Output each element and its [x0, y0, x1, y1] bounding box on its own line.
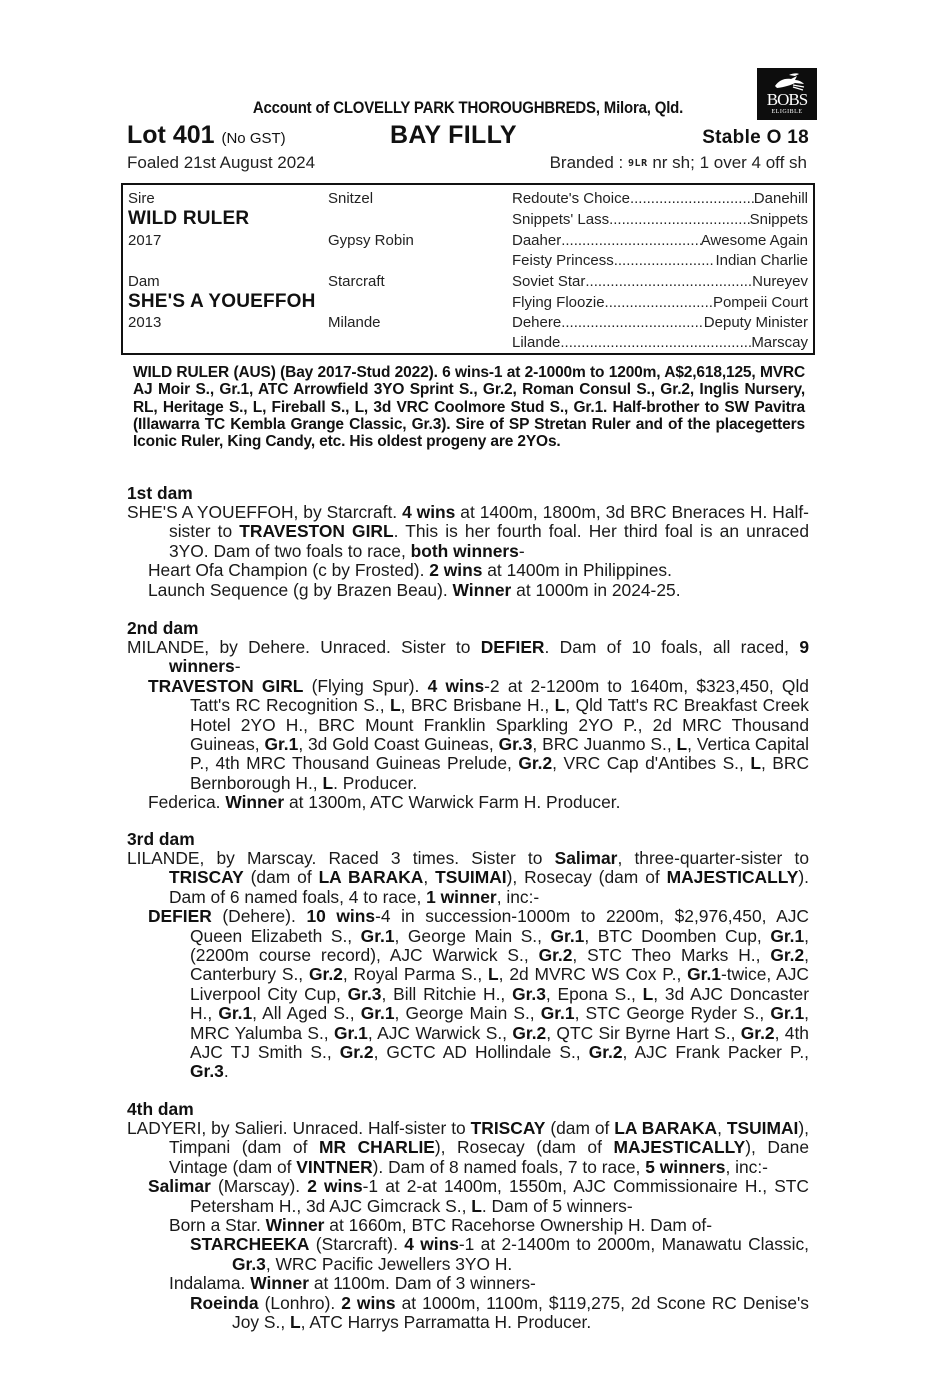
- progeny-item: Federica. Winner at 1300m, ATC Warwick Farm H. Producer.: [148, 792, 621, 813]
- branding-info: [550, 153, 807, 173]
- ancestor-sire: Deputy Minister: [703, 314, 808, 331]
- highlight-text: Gr.3: [190, 1061, 224, 1082]
- highlight-text: Gr.2: [512, 1022, 547, 1043]
- highlight-text: L: [322, 772, 334, 793]
- highlight-text: Gr.3: [498, 734, 533, 755]
- progeny-item: TRAVESTON GIRL (Flying Spur). 4 wins-2 at 2-1200m to 1640m, $323,450, Qld Tatt's RC Recognition S., L, BRC Brisbane H., L, Qld Tatt's RC Breakfast Creek Hotel 2YO H., BRC Mount Franklin Sparkling 2YO P., 2d MRC Thousand Guineas, Gr.1, 3d Gold Coast Guineas, Gr.3, BRC Juanmo S., L, Vertica Capital P., 4th MRC Thousand Guineas Prelude, Gr.2, VRC Cap d'Antibes S., L, BRC Bernborough H., L. Producer.: [148, 675, 810, 793]
- highlight-text: Gr.3: [347, 983, 382, 1004]
- highlight-text: 4 wins: [402, 502, 456, 522]
- highlight-text: Gr.1: [770, 925, 805, 946]
- highlight-text: 5 winners: [645, 1156, 726, 1177]
- progeny-item: Heart Ofa Champion (c by Frosted). 2 wins at 1400m in Philippines.: [148, 560, 672, 581]
- ancestor-row: [512, 211, 808, 228]
- ancestor-name: Flying Floozie: [512, 294, 605, 311]
- highlight-text: MR CHARLIE: [318, 1137, 435, 1158]
- dam-name: SHE'S A YOUEFFOH: [128, 291, 316, 312]
- highlight-text: DEFIER: [480, 637, 545, 657]
- highlight-text: MAJESTICALLY: [613, 1137, 746, 1158]
- ancestor-sire: Awesome Again: [700, 232, 808, 249]
- dam-sire: Starcraft: [328, 273, 385, 290]
- progeny-item: STARCHEEKA (Starcraft). 4 wins-1 at 2-1400m to 2000m, Manawatu Classic, Gr.3, WRC Pacific Jewellers 3YO H.: [190, 1234, 809, 1274]
- highlight-text: TSUIMAI: [435, 867, 507, 888]
- third-dam-section: [127, 830, 809, 1082]
- highlight-text: L: [290, 1312, 301, 1333]
- ancestor-sire: Indian Charlie: [715, 252, 808, 269]
- dam-dam: Milande: [328, 314, 381, 331]
- highlight-text: LA BARAKA: [318, 867, 424, 888]
- logo-title: BOBS: [766, 90, 808, 109]
- sire-label: Sire: [128, 190, 155, 207]
- highlight-text: Gr.1: [687, 964, 721, 985]
- ancestor-row: [512, 334, 808, 351]
- ancestor-sire: Snippets: [749, 211, 808, 228]
- highlight-text: TRAVESTON GIRL: [239, 521, 394, 542]
- highlight-text: Gr.1: [550, 925, 585, 946]
- highlight-text: Gr.2: [770, 945, 805, 966]
- highlight-text: 1 winner: [426, 886, 497, 907]
- sire-name: WILD RULER: [128, 208, 250, 229]
- highlight-text: 9 winners: [169, 637, 809, 677]
- sire-year: 2017: [128, 232, 162, 249]
- highlight-text: Gr.1: [218, 1003, 253, 1024]
- dam-paragraph: LILANDE, by Marscay. Raced 3 times. Sister to Salimar, three-quarter-sister to TRISCAY (dam of LA BARAKA, TSUIMAI), Rosecay (dam of MAJESTICALLY). Dam of 6 named foals, 4 to race, 1 winner, inc:-: [127, 848, 810, 907]
- highlight-text: Gr.2: [339, 1042, 374, 1063]
- gst-note: (No GST): [221, 130, 286, 147]
- ancestor-sire: Nureyev: [752, 273, 808, 290]
- sire-sire: Snitzel: [328, 190, 374, 207]
- highlight-text: Gr.3: [232, 1253, 266, 1274]
- brand-mark-icon: 9LR: [628, 158, 648, 169]
- highlight-text: 4 wins: [427, 675, 485, 696]
- fourth-dam-section: [127, 1100, 809, 1332]
- dam-paragraph: LADYERI, by Salieri. Unraced. Half-sister to TRISCAY (dam of LA BARAKA, TSUIMAI), Timpani (dam of MR CHARLIE), Rosecay (dam of MAJESTICALLY), Dane Vintage (dam of VINTNER). Dam of 8 named foals, 7 to race, 5 winners, inc:-: [127, 1118, 809, 1177]
- ancestor-row: [512, 273, 808, 290]
- highlight-text: TRAVESTON GIRL: [148, 675, 304, 696]
- highlight-text: both winners: [410, 540, 519, 561]
- highlight-text: Gr.2: [588, 1042, 623, 1063]
- highlight-text: Salimar: [148, 1176, 211, 1197]
- ancestor-name: Daaher: [512, 232, 562, 249]
- highlight-text: TSUIMAI: [726, 1118, 799, 1138]
- highlight-text: 2 wins: [307, 1176, 363, 1197]
- highlight-text: Winner: [452, 579, 512, 600]
- highlight-text: L: [554, 695, 566, 716]
- highlight-text: Gr.1: [770, 1003, 805, 1024]
- highlight-text: Gr.2: [740, 1022, 775, 1043]
- highlight-text: L: [471, 1195, 482, 1216]
- ancestor-name: Lilande: [512, 334, 561, 351]
- progeny-item: Salimar (Marscay). 2 wins-1 at 2-at 1400m, 1550m, AJC Commissionaire H., STC Petersham H., 3d AJC Gimcrack S., L. Dam of 5 winners-: [148, 1176, 809, 1216]
- horse-description: BAY FILLY: [390, 121, 517, 149]
- progeny-item: DEFIER (Dehere). 10 wins-4 in succession-1000m to 2200m, $2,976,450, AJC Queen Elizabeth S., Gr.1, George Main S., Gr.1, BTC Doomben Cup, Gr.1, (2200m course record), AJC Warwick S., Gr.2, STC Theo Marks H., Gr.2, Canterbury S., Gr.2, Royal Parma S., L, 2d MVRC WS Cox P., Gr.1-twice, AJC Liverpool City Cup, Gr.3, Bill Ritchie H., Gr.3, Epona S., L, 3d AJC Doncaster H., Gr.1, All Aged S., Gr.1, George Main S., Gr.1, STC George Ryder S., Gr.1, MRC Yalumba S., Gr.1, AJC Warwick S., Gr.2, QTC Sir Byrne Hart S., Gr.2, 4th AJC TJ Smith S., Gr.2, GCTC AD Hollindale S., Gr.2, AJC Frank Packer P., Gr.3.: [148, 906, 810, 1082]
- highlight-text: Gr.1: [540, 1003, 575, 1024]
- highlight-text: 4 wins: [404, 1234, 459, 1255]
- ancestor-name: Soviet Star: [512, 273, 586, 290]
- highlight-text: DEFIER: [148, 906, 212, 927]
- lot-label: Lot 401: [127, 121, 215, 149]
- first-dam-section: [127, 484, 809, 600]
- ancestor-row: [512, 252, 808, 269]
- highlight-text: Gr.1: [360, 1003, 395, 1024]
- highlight-text: Winner: [225, 792, 285, 813]
- progeny-item: Indalama. Winner at 1100m. Dam of 3 winners-: [169, 1273, 536, 1294]
- highlight-text: MAJESTICALLY: [666, 867, 799, 888]
- highlight-text: 2 wins: [341, 1292, 396, 1313]
- dam-label: Dam: [128, 273, 160, 290]
- ancestor-sire: Danehill: [753, 190, 808, 207]
- section-heading: 1st dam: [127, 483, 193, 503]
- ancestor-row: [512, 314, 808, 331]
- stable-location: Stable O 18: [702, 127, 809, 148]
- ancestor-sire: Pompeii Court: [712, 294, 808, 311]
- highlight-text: Gr.1: [334, 1022, 368, 1043]
- highlight-text: Gr.1: [360, 925, 395, 946]
- highlight-text: Gr.2: [538, 945, 573, 966]
- ancestor-row: [512, 294, 808, 311]
- highlight-text: Roeinda: [190, 1292, 259, 1313]
- lot-row: [127, 121, 809, 151]
- pedigree-table: [121, 183, 815, 355]
- bobs-eligible-logo: [757, 68, 817, 120]
- highlight-text: LA BARAKA: [614, 1118, 718, 1138]
- highlight-text: L: [750, 753, 761, 774]
- ancestor-row: [512, 190, 808, 207]
- horse-head-icon: [771, 72, 805, 92]
- highlight-text: L: [488, 964, 499, 985]
- ancestor-name: Snippets' Lass: [512, 211, 610, 228]
- highlight-text: Gr.2: [518, 753, 553, 774]
- highlight-text: 2 wins: [429, 560, 483, 581]
- highlight-text: Gr.2: [309, 964, 343, 985]
- highlight-text: 10 wins: [306, 906, 376, 927]
- highlight-text: Winner: [250, 1273, 309, 1294]
- dam-paragraph: SHE'S A YOUEFFOH, by Starcraft. 4 wins at 1400m, 1800m, 3d BRC Bneraces H. Half-sister to TRAVESTON GIRL. This is her fourth foal. Her third foal is an unraced 3YO. Dam of two foals to race, both winners-: [127, 502, 809, 561]
- section-heading: 3rd dam: [127, 829, 195, 849]
- highlight-text: Gr.3: [512, 983, 546, 1004]
- highlight-text: Salimar: [554, 848, 618, 868]
- highlight-text: L: [676, 734, 688, 755]
- lot-number: [127, 121, 286, 150]
- dam-year: 2013: [128, 314, 162, 331]
- highlight-text: TRISCAY: [470, 1118, 546, 1138]
- logo-subtitle: ELIGIBLE: [771, 109, 803, 115]
- section-heading: 4th dam: [127, 1099, 194, 1119]
- highlight-text: Gr.1: [264, 734, 299, 755]
- sire-summary: WILD RULER (AUS) (Bay 2017-Stud 2022). 6 wins-1 at 2-1000m to 1200m, A$2,618,125, MVRC AJ Moir S., Gr.1, ATC Arrowfield 3YO Sprint S., Gr.2, Roman Consul S., Gr.2, Inglis Nursery, RL, Heritage S., L, Fireball S., L, 3d VRC Coolmore Stud S., Gr.1. Half-brother to SW Pavitra (Illawarra TC Kembla Grange Classic, Gr.3). Sire of SP Stretan Ruler and of the placegetters Iconic Ruler, King Candy, etc. His oldest progeny are 2YOs.: [133, 364, 805, 451]
- branded-detail: nr sh; 1 over 4 off sh: [652, 153, 807, 172]
- ancestor-sire: Marscay: [751, 334, 808, 351]
- section-heading: 2nd dam: [127, 618, 199, 638]
- progeny-item: Launch Sequence (g by Brazen Beau). Winner at 1000m in 2024-25.: [148, 579, 681, 600]
- ancestor-name: Dehere: [512, 314, 562, 331]
- vendor-account: Account of CLOVELLY PARK THOROUGHBREDS, Milora, Qld.: [252, 98, 684, 117]
- progeny-item: Born a Star. Winner at 1660m, BTC Racehorse Ownership H. Dam of-: [169, 1215, 713, 1236]
- highlight-text: Winner: [265, 1215, 325, 1236]
- ancestor-name: Feisty Princess: [512, 252, 614, 269]
- foaled-date: Foaled 21st August 2024: [127, 153, 316, 172]
- highlight-text: L: [389, 695, 401, 716]
- highlight-text: L: [642, 983, 654, 1004]
- branded-label: Branded :: [549, 153, 624, 172]
- ancestor-name: Redoute's Choice: [512, 190, 630, 207]
- highlight-text: STARCHEEKA: [190, 1234, 310, 1255]
- highlight-text: TRISCAY: [169, 867, 244, 888]
- sire-dam: Gypsy Robin: [328, 232, 414, 249]
- second-dam-section: [127, 619, 809, 813]
- highlight-text: VINTNER: [296, 1156, 373, 1177]
- ancestor-row: [512, 232, 808, 249]
- dam-paragraph: MILANDE, by Dehere. Unraced. Sister to DEFIER. Dam of 10 foals, all raced, 9 winners-: [127, 637, 809, 677]
- progeny-item: Roeinda (Lonhro). 2 wins at 1000m, 1100m, $119,275, 2d Scone RC Denise's Joy S., L, ATC Harrys Parramatta H. Producer.: [190, 1292, 810, 1333]
